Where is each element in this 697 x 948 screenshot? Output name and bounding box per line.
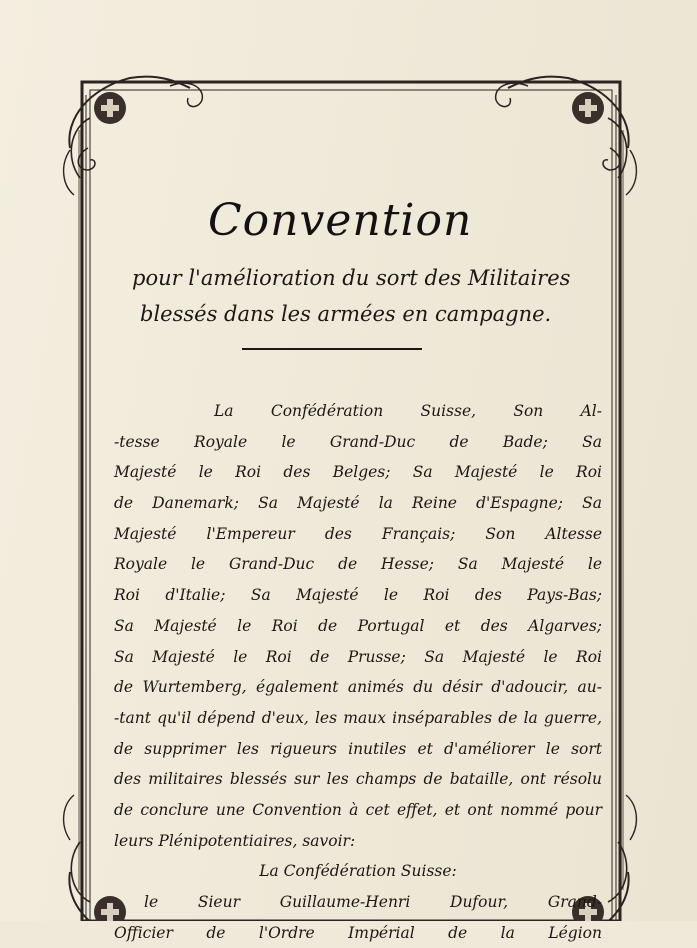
subtitle-line: pour l'amélioration du sort des Militaires [132, 266, 571, 290]
text-line: La Confédération Suisse, Son Al- [214, 402, 602, 420]
text-line: le Sieur Guillaume-Henri Dufour, Grand- [144, 893, 602, 911]
text-line: La Confédération Suisse: [259, 862, 457, 881]
document-subtitle [132, 260, 572, 332]
corner-ornament-top-left [69, 77, 202, 178]
text-line: de Wurtemberg, également animés du désir d'adoucir, au- [114, 678, 602, 697]
text-line: Roi d'Italie; Sa Majesté le Roi des Pays-Bas; [114, 586, 602, 605]
text-line: de conclure une Convention à cet effet, et ont nommé pour [114, 800, 602, 819]
text-line: des militaires blessés sur les champs de bataille, ont résolu [114, 770, 602, 789]
preamble-text [114, 396, 602, 948]
text-line: Majesté le Roi des Belges; Sa Majesté le Roi [114, 463, 602, 482]
text-line: leurs Plénipotentiaires, savoir: [114, 831, 356, 850]
title-rule [242, 348, 422, 350]
text-line: Royale le Grand-Duc de Hesse; Sa Majesté le [114, 555, 602, 574]
corner-ornament-top-right [496, 77, 629, 178]
document-content [108, 178, 608, 942]
text-line: Officier de l'Ordre Impérial de la Légion [114, 923, 602, 942]
text-line: de supprimer les rigueurs inutiles et d'améliorer le sort [114, 739, 602, 758]
document-title: Convention [208, 195, 473, 246]
text-line: Sa Majesté le Roi de Portugal et des Algarves; [114, 616, 602, 635]
subtitle-line: blessés dans les armées en campagne. [140, 302, 552, 326]
text-line: de Danemark; Sa Majesté la Reine d'Espagne; Sa [114, 494, 602, 513]
text-line: -tesse Royale le Grand-Duc de Bade; Sa [114, 432, 602, 451]
text-line: -tant qu'il dépend d'eux, les maux inséparables de la guerre, [114, 708, 602, 727]
text-line: Sa Majesté le Roi de Prusse; Sa Majesté le Roi [114, 647, 602, 666]
text-line: Majesté l'Empereur des Français; Son Altesse [114, 524, 602, 543]
